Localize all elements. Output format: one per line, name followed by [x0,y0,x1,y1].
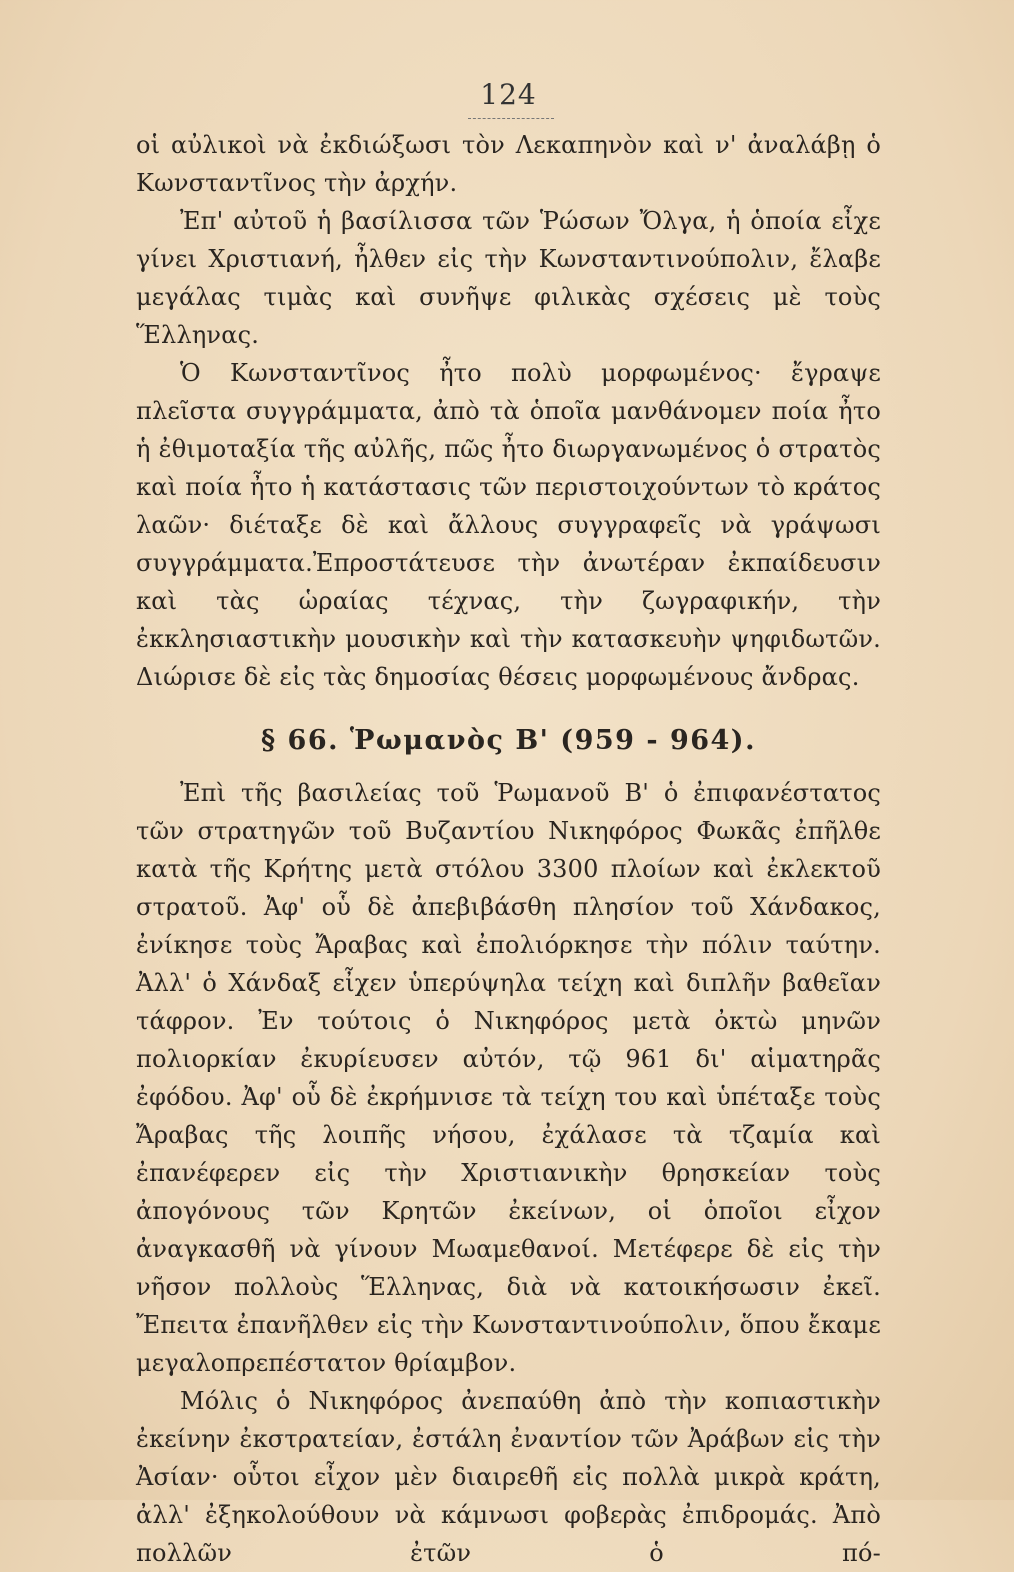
paragraph-olga: Ἐπ' αὐτοῦ ἡ βασίλισσα τῶν Ῥώσων Ὄλγα, ἡ ὁποία εἶχε γίνει Χριστιανή, ἦλθεν εἰς τὴν Κωνσταντινούπολιν, ἔλαβε μεγάλας τιμὰς καὶ συνῆψε φιλικὰς σχέσεις μὲ τοὺς Ἕλληνας. [136,207,881,349]
paragraph-crete: Ἐπὶ τῆς βασιλείας τοῦ Ῥωμανοῦ Β' ὁ ἐπιφανέστατος τῶν στρατηγῶν τοῦ Βυζαντίου Νικηφόρος Φωκᾶς ἐπῆλθε κατὰ τῆς Κρήτης μετὰ στόλου 3300 πλοίων καὶ ἐκλεκτοῦ στρατοῦ. Ἀφ' οὗ δὲ ἀπεβιβάσθη πλησίον τοῦ Χάνδακος, ἐνίκησε τοὺς Ἄραβας καὶ ἐπολιόρκησε τὴν πόλιν ταύτην. Ἀλλ' ὁ Χάνδαξ εἶχεν ὑπερύψηλα τείχη καὶ διπλῆν βαθεῖαν τάφρον. Ἐν τούτοις ὁ Νικηφόρος μετὰ ὀκτὼ μηνῶν πολιορκίαν ἐκυρίευσεν αὐτόν, τῷ 961 δι' αἱματηρᾶς ἐφόδου. Ἀφ' οὗ δὲ ἐκρήμνισε τὰ τείχη του καὶ ὑπέταξε τοὺς Ἄραβας τῆς λοιπῆς νήσου, ἐχάλασε τὰ τζαμία καὶ ἐπανέφερεν εἰς τὴν Χριστιανικὴν θρησκείαν τοὺς ἀπογόνους τῶν Κρητῶν ἐκείνων, οἱ ὁποῖοι εἶχον ἀναγκασθῆ νὰ γίνουν Μωαμεθανοί. Μετέφερε δὲ εἰς τὴν νῆσον πολλοὺς Ἕλληνας, διὰ νὰ κατοικήσωσιν ἐκεῖ. Ἔπειτα ἐπανῆλθεν εἰς τὴν Κωνσταντινούπολιν, ὅπου ἔκαμε μεγαλοπρεπέστατον θρίαμβον. [136,779,881,1377]
page-text [136,126,881,1572]
paragraph-konstantinos: Ὁ Κωνσταντῖνος ἦτο πολὺ μορφωμένος· ἔγραψε πλεῖστα συγγράμματα, ἀπὸ τὰ ὁποῖα μανθάνομεν ποία ἦτο ἡ ἐθιμοταξία τῆς αὐλῆς, πῶς ἦτο διωργανωμένος ὁ στρατὸς καὶ ποία ἦτο ἡ κατάστασις τῶν περιστοιχούντων τὸ κράτος λαῶν· διέταξε δὲ καὶ ἄλλους συγγραφεῖς νὰ γράψωσι συγγράμματα.Ἐπροστάτευσε τὴν ἀνωτέραν ἐκπαίδευσιν καὶ τὰς ὡραίας τέχνας, τὴν ζωγραφικήν, τὴν ἐκκλησιαστικὴν μουσικὴν καὶ τὴν κατασκευὴν ψηφιδωτῶν. Διώρισε δὲ εἰς τὰς δημοσίας θέσεις μορφωμένους ἄνδρας. [136,359,881,691]
section-heading: § 66. Ῥωμανὸς Β' (959 - 964). [261,725,756,756]
page-number-rule [468,118,554,119]
page-number: 124 [480,78,537,111]
paragraph-asia: Μόλις ὁ Νικηφόρος ἀνεπαύθη ἀπὸ τὴν κοπιαστικὴν ἐκείνην ἐκστρατείαν, ἐστάλη ἐναντίον τῶν Ἀράβων εἰς τὴν Ἀσίαν· οὗτοι εἶχον μὲν διαιρεθῆ εἰς πολλὰ μικρὰ κράτη, ἀλλ' ἐξηκολούθουν νὰ κάμνωσι φοβερὰς ἐπιδρομάς. Ἀπὸ πολλῶν ἐτῶν ὁ πό- [136,1387,881,1567]
paragraph-continuation: οἱ αὐλικοὶ νὰ ἐκδιώξωσι τὸν Λεκαπηνὸν καὶ ν' ἀναλάβῃ ὁ Κωνσταντῖνος τὴν ἀρχήν. [136,131,881,197]
